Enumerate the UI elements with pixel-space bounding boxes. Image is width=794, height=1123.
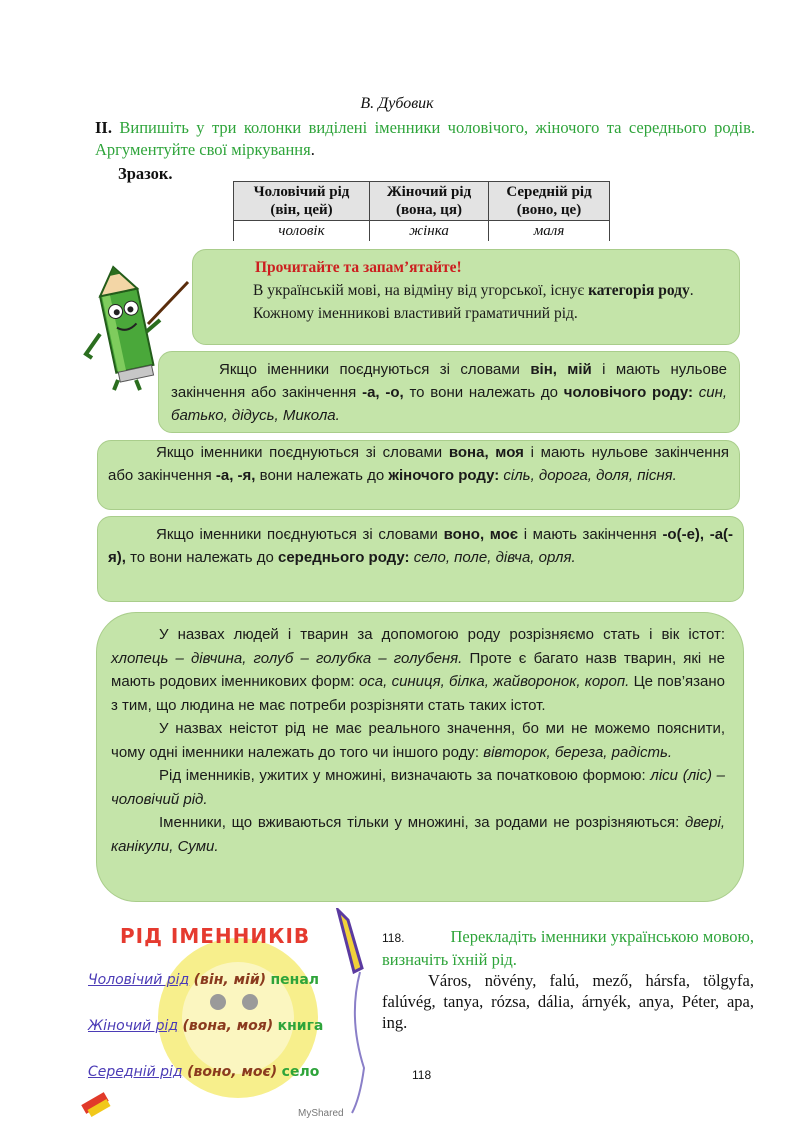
task-118: [382, 926, 754, 1033]
neuter-rule-box: Якщо іменники поєднуються зі словами воно, моє і мають закінчення -о(-е), -а(-я), то вони належать до середнього роду: село, поле, дівча, орля.: [97, 516, 744, 602]
diagram-row-feminine: Жіночий рід (вона, моя) книга: [88, 1018, 324, 1034]
myshared-watermark: MyShared: [298, 1108, 344, 1119]
task-2-text: Випишіть у три колонки виділені іменники чоловічого, жіночого та середнього родів. Аргументуйте свої міркування: [95, 118, 756, 159]
table-header-row: [234, 182, 610, 221]
diagram-row-neuter: Середній рід (воно, моє) село: [88, 1064, 320, 1080]
header-feminine: Жіночий рід (вона, ця): [370, 182, 489, 221]
feminine-rule-box: Якщо іменники поєднуються зі словами вона, моя і мають нульове закінчення або закінчення -а, -я, вони належать до жіночого роду: сіль, дорога, доля, пісня.: [97, 440, 740, 510]
note-line1-bold: категорія роду: [588, 282, 690, 299]
note-title: Прочитайте та запам’ятайте!: [255, 259, 462, 276]
feminine-examples: сіль, дорога, доля, пісня.: [503, 467, 677, 484]
explanation-paragraph-2: У назвах неістот рід не має реального значення, бо ми не можемо пояснити, чому одні іменники належать до того чи іншого роду: вівторок, береза, радість.: [111, 720, 725, 761]
explanation-paragraph-4: Іменники, що вживаються тільки у множині, за родами не розрізняються: двері, канікули, Суми.: [111, 814, 725, 855]
explanation-paragraph-3: Рід іменників, ужитих у множині, визначають за початковою формою: ліси (ліс) – чоловічий рід.: [111, 767, 726, 808]
gender-table: [233, 181, 610, 241]
note-line1: В українській мові, на відміну від угорської, існує: [253, 282, 585, 299]
gender-explanation-box: [96, 612, 744, 902]
cell-masculine: чоловік: [234, 221, 370, 242]
task-2-period: .: [310, 140, 315, 159]
header-neuter: Середній рід (воно, це): [489, 182, 610, 221]
task-118-words: Város, növény, falú, mező, hársfa, tölgyfa, falúvég, tanya, rózsa, dália, árnyék, anya, Péter, apa, ing.: [382, 971, 754, 1032]
author-signature: В. Дубовик: [360, 95, 434, 112]
diagram-row-masculine: Чоловічий рід (він, мій) пенал: [88, 972, 320, 988]
masculine-examples: син, батько, дідусь, Микола.: [171, 384, 728, 424]
note-line2: Кожному іменникові властивий граматичний рід.: [253, 305, 578, 322]
header-masculine: Чоловічий рід (він, цей): [234, 182, 370, 221]
task-2-number: ІІ.: [95, 118, 112, 137]
diagram-title: РІД ІМЕННИКІВ: [120, 924, 311, 948]
cell-neuter: маля: [489, 221, 610, 242]
explanation-paragraph-1: У назвах людей і тварин за допомогою роду розрізняємо стать і вік істот: хлопець – дівчина, голуб – голубка – голубеня. Проте є багато назв тварин, які не мають родових іменникових форм: оса, синиця, білка, жайворонок, короп. Це пов’язано з тим, що людина не має потреби розрізняти стать таких істот.: [111, 626, 726, 714]
task-2: [95, 117, 755, 161]
masculine-rule-box: Якщо іменники поєднуються зі словами він, мій і мають нульове закінчення або закінчення -а, -о, то вони належать до чоловічого роду: син, батько, дідусь, Микола.: [158, 351, 740, 433]
sample-label: Зразок.: [118, 164, 173, 183]
task-118-instruction: Перекладіть іменники українською мовою, визначіть їхній рід.: [382, 927, 754, 969]
cell-feminine: жінка: [370, 221, 489, 242]
note-remember-box: Прочитайте та запам’ятайте! В українській мові, на відміну від угорської, існує категорія роду. Кожному іменникові властивий граматичний рід.: [192, 249, 740, 345]
task-118-number: 118.: [382, 931, 405, 945]
page-number: 118: [412, 1068, 432, 1082]
table-row: [234, 221, 610, 242]
neuter-examples: село, поле, дівча, орля.: [413, 549, 576, 566]
